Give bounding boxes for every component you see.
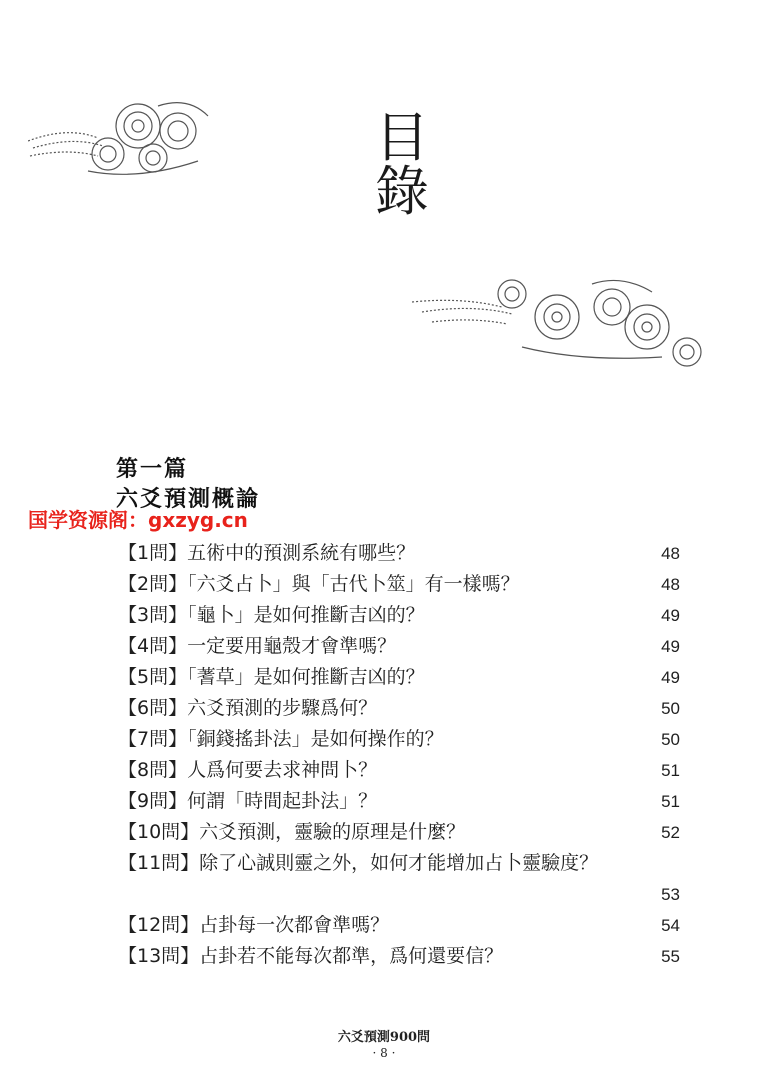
toc-question: 【4問】一定要用龜殼才會準嗎？	[118, 635, 397, 657]
toc-page-number: 51	[661, 761, 680, 780]
footer-page-number: · 8 ·	[372, 1046, 396, 1060]
watermark-text: 国学资源阁：gxzyg.cn	[28, 508, 248, 532]
toc-page-number: 50	[661, 699, 680, 718]
part-title: 六爻預測概論	[116, 486, 261, 512]
toc-entry[interactable]	[118, 538, 680, 569]
toc-entry[interactable]	[118, 569, 680, 600]
toc-page-number: 54	[661, 916, 680, 935]
toc-entry[interactable]	[118, 755, 680, 786]
toc-page-number: 48	[661, 575, 680, 594]
toc-entry[interactable]	[118, 600, 680, 631]
toc-question: 【13問】占卦若不能每次都準，爲何還要信？	[118, 945, 504, 967]
toc-entry[interactable]	[118, 817, 680, 848]
toc-question: 【1問】五術中的預測系統有哪些？	[118, 542, 416, 564]
toc-question: 【2問】「六爻占卜」與「古代卜筮」有一樣嗎？	[118, 573, 520, 595]
toc-page-number: 49	[661, 637, 680, 656]
part-number: 第一篇	[116, 456, 189, 482]
toc-question: 【8問】人爲何要去求神問卜？	[118, 759, 378, 781]
toc-question: 【6問】六爻預測的步驟爲何？	[118, 697, 378, 719]
toc-entry[interactable]	[118, 724, 680, 755]
toc-page-number: 55	[661, 947, 680, 966]
toc-question: 【10問】六爻預測，靈驗的原理是什麼？	[118, 821, 466, 843]
toc-page-number: 52	[661, 823, 680, 842]
toc-question: 【3問】「龜卜」是如何推斷吉凶的？	[118, 604, 425, 626]
toc-entry[interactable]	[118, 631, 680, 662]
toc-entry[interactable]	[118, 941, 680, 972]
toc-page-number: 51	[661, 792, 680, 811]
toc-page-number: 50	[661, 730, 680, 749]
toc-page-number: 53	[661, 885, 680, 904]
toc-question: 【7問】「銅錢搖卦法」是如何操作的？	[118, 728, 444, 750]
table-of-contents	[118, 538, 680, 972]
toc-question: 【5問】「蓍草」是如何推斷吉凶的？	[118, 666, 425, 688]
toc-page-number: 49	[661, 668, 680, 687]
toc-question: 【9問】何謂「時間起卦法」？	[118, 790, 378, 812]
toc-entry[interactable]	[118, 786, 680, 817]
toc-page-number: 48	[661, 544, 680, 563]
contents-title-char-1: 目	[375, 106, 429, 169]
toc-entry[interactable]	[118, 848, 680, 910]
toc-page-number: 49	[661, 606, 680, 625]
toc-question: 【12問】占卦每一次都會準嗎？	[118, 914, 390, 936]
cloud-ornament-right-icon	[412, 272, 712, 372]
cloud-ornament-left-icon	[28, 86, 218, 186]
toc-entry[interactable]	[118, 910, 680, 941]
toc-entry[interactable]	[118, 662, 680, 693]
toc-entry[interactable]	[118, 693, 680, 724]
contents-title-char-2: 錄	[375, 160, 429, 223]
footer-book-title: 六爻預測900問	[337, 1030, 431, 1045]
toc-question: 【11問】除了心誠則靈之外，如何才能增加占卜靈驗度？	[118, 852, 599, 874]
